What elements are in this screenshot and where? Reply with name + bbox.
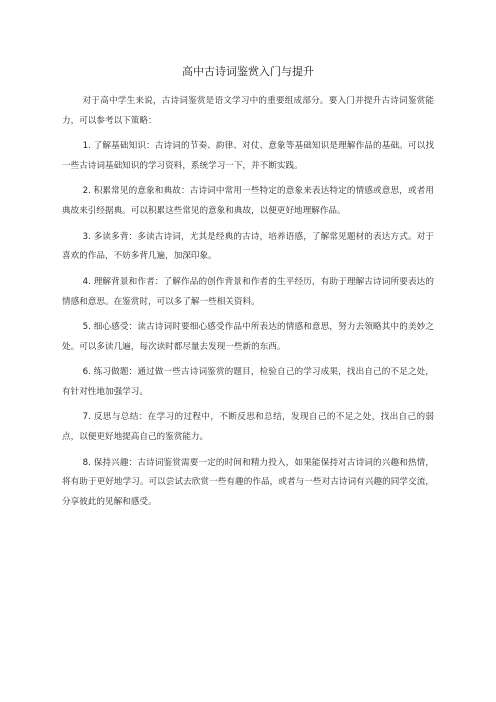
strategy-item-7: 7. 反思与总结：在学习的过程中，不断反思和总结，发现自己的不足之处，找出自己的弱点，以便更好地提高自己的鉴赏能力。 — [62, 412, 434, 443]
strategy-item-1: 1. 了解基础知识：古诗词的节奏、韵律、对仗、意象等基础知识是理解作品的基础。可以找一些古诗词基础知识的学习资料，系统学习一下，并不断实践。 — [62, 141, 434, 171]
document-title: 高中古诗词鉴赏入门与提升 — [182, 65, 314, 78]
strategy-item-8: 8. 保持兴趣：古诗词鉴赏需要一定的时间和精力投入，如果能保持对古诗词的兴趣和热情，将有助于更好地学习。可以尝试去欣赏一些有趣的作品，或者与一些对古诗词有兴趣的同学交流，分享彼此的见解和感受。 — [62, 457, 434, 508]
strategy-item-2: 2. 积累常见的意象和典故：古诗词中常用一些特定的意象来表达特定的情感或意思，或者用典故来引经据典。可以积累这些常见的意象和典故，以便更好地理解作品。 — [62, 186, 434, 217]
strategy-item-4: 4. 理解背景和作者：了解作品的创作背景和作者的生平经历，有助于理解古诗词所要表达的情感和意思。在鉴赏时，可以多了解一些相关资料。 — [62, 276, 434, 307]
intro-paragraph: 对于高中学生来说，古诗词鉴赏是语文学习中的重要组成部分。要入门并提升古诗词鉴赏能力，可以参考以下策略： — [62, 96, 434, 126]
strategy-item-3: 3. 多读多背：多读古诗词，尤其是经典的古诗，培养语感，了解常见题材的表达方式。对于喜欢的作品，不妨多背几遍，加深印象。 — [62, 231, 434, 262]
strategy-item-6: 6. 练习做题：通过做一些古诗词鉴赏的题目，检验自己的学习成果，找出自己的不足之处，有针对性地加强学习。 — [62, 367, 434, 397]
document-body — [62, 92, 434, 518]
strategy-item-5: 5. 细心感受：读古诗词时要细心感受作品中所表达的情感和意思，努力去领略其中的美妙之处。可以多读几遍，每次读时都尽量去发现一些新的东西。 — [62, 321, 434, 352]
